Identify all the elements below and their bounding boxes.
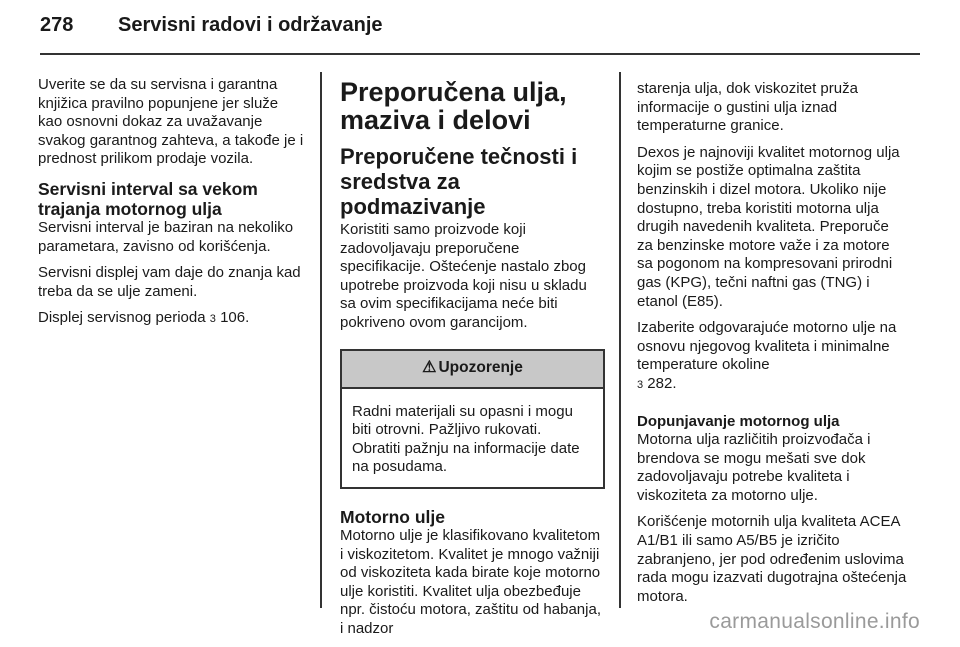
- page-ref-link[interactable]: 106.: [220, 309, 250, 327]
- paragraph-mixing: Motorna ulja različitih proizvođača i brendova se mogu mešati sve dok zadovoljavaju potrebe kvaliteta i viskoziteta za motorno ulje.: [637, 431, 871, 504]
- ref-text: Displej servisnog perioda: [38, 309, 206, 327]
- heading-service-interval: Servisni interval sa vekom trajanja motornog ulja: [38, 178, 258, 219]
- paragraph-specs: Koristiti samo proizvode koji zadovoljavaju preporučene specifikacije. Oštećenje nastalo zbog upotrebe proizvoda koji nisu u skladu sa ovim specifikacijama neće biti pokriveno ovom garancijom.: [340, 221, 587, 331]
- warning-body: Radni materijali su opasni i mogu biti otrovni. Pažljivo rukovati. Obratiti pažnju na informacije date na posudama.: [352, 402, 580, 476]
- warning-title: Upozorenje: [438, 359, 523, 377]
- page-header: [40, 14, 383, 46]
- watermark: carmanualsonline.info: [709, 610, 920, 633]
- subsection-title: Preporučene tečnosti i sredstva za podmazivanje: [340, 144, 578, 219]
- paragraph-service-display: Servisni displej vam daje do znanja kad treba da se ulje zameni.: [38, 264, 301, 300]
- column-1: [38, 76, 306, 337]
- warning-header: [342, 351, 603, 389]
- page-number: 278: [40, 14, 74, 36]
- paragraph-acea: Korišćenje motornih ulja kvaliteta ACEA A1/B1 ili samo A5/B5 je izričito zabranjeno, jer pod određenim uslovima rada mogu izazvati dugotrajna oštećenja motora.: [637, 513, 907, 605]
- paragraph-display-ref: [38, 309, 306, 329]
- warning-box: [340, 349, 605, 489]
- column-3: [637, 80, 907, 614]
- choose-oil-text: Izaberite odgovarajuće motorno ulje na osnovu njegovog kvaliteta i minimalne temperature okoline: [637, 319, 897, 374]
- paragraph-dexos: Dexos je najnoviji kvalitet motornog ulja kojim se postiže optimalna zaštita benzinskih i dizel motora. Ukoliko nije dostupno, treba koristiti motorna ulja drugih navedenih kvaliteta. Preporuče za benzinske motore važe i za motore sa pogonom na kompresovani prirodni gas (KPG), tečni naftni gas (TNG) i etanol (E85).: [637, 143, 900, 310]
- column-2: [340, 78, 605, 647]
- paragraph-service-interval: Servisni interval je baziran na nekoliko parametara, zavisno od korišćenja.: [38, 218, 294, 255]
- heading-topping-up: Dopunjavanje motornog ulja: [637, 412, 840, 430]
- warning-icon: ⚠: [422, 359, 437, 377]
- paragraph-warranty: Uverite se da su servisna i garantna knjižica pravilno popunjene jer služe kao osnovni dokaz za uvažavanje svakog garantnog zahteva, a takođe je i prednost prilikom prodaje vozila.: [38, 76, 304, 168]
- paragraph-choose-oil: [637, 319, 907, 394]
- section-title: Preporučena ulja, maziva i delovi: [340, 77, 567, 135]
- heading-engine-oil: Motorno ulje: [340, 506, 445, 527]
- page-ref-arrow-icon: 3: [209, 313, 216, 326]
- page-title: Servisni radovi i održavanje: [118, 14, 383, 36]
- column-divider-1: [320, 72, 322, 608]
- paragraph-engine-oil: Motorno ulje je klasifikovano kvalitetom i viskozitetom. Kvalitet je mnogo važniji od viskoziteta kada birate koje motorno ulje koristiti. Kvalitet ulja obezbeđuje npr. čistoću motora, zaštitu od habanja, i nadzor: [340, 526, 601, 637]
- paragraph-aging: starenja ulja, dok viskozitet pruža informacije o gustini ulja iznad temperaturne granice.: [637, 80, 858, 135]
- page-ref-arrow-icon: 3: [637, 378, 644, 391]
- header-rule: [40, 53, 920, 55]
- page-ref-link[interactable]: 282.: [647, 374, 677, 392]
- column-divider-2: [619, 72, 621, 608]
